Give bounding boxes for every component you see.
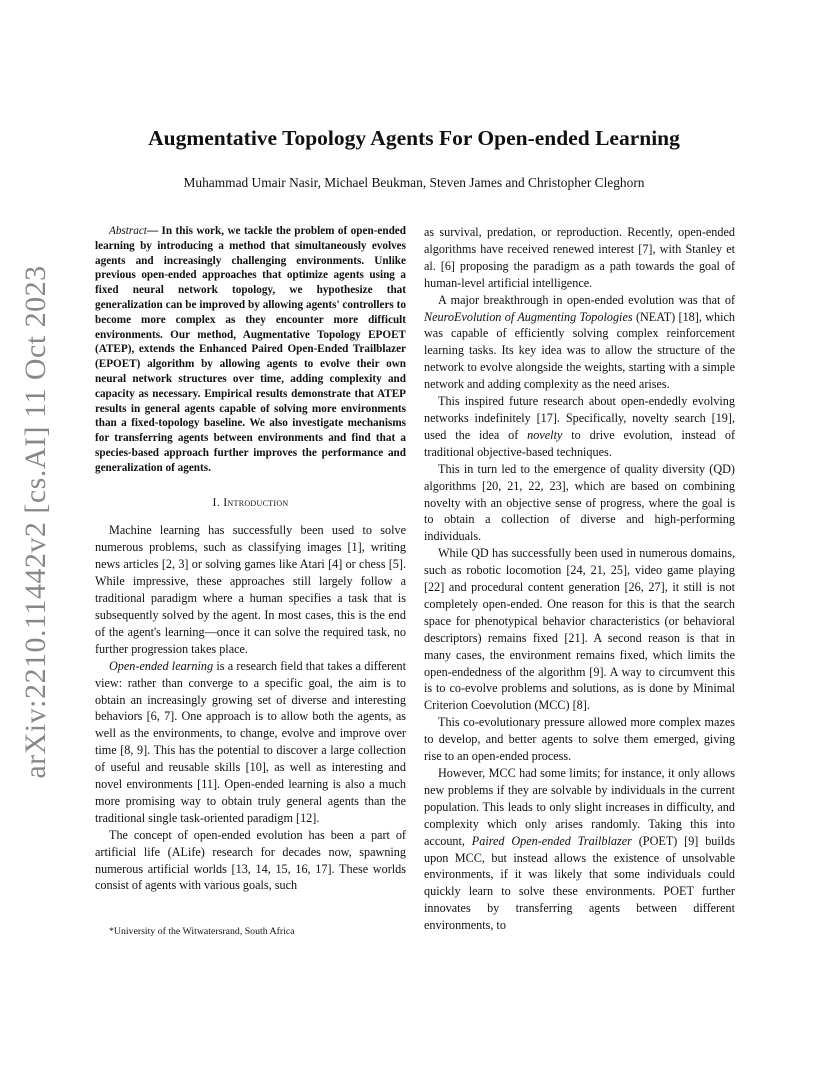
paper-title: Augmentative Topology Agents For Open-ended Learning <box>148 126 680 150</box>
right-paragraph-2 <box>424 292 735 393</box>
arxiv-identifier <box>6 265 66 779</box>
intro-paragraph-1: Machine learning has successfully been used to solve numerous problems, such as classifying images [1], writing news articles [2, 3] or solving games like Atari [4] or chess [5]. While impressive, these approaches still largely follow a traditional paradigm where a human specifies a task that is subsequently solved by the agent. In most cases, this is the end of the agent's learning—once it can solve the required task, no further progression takes place. <box>95 523 406 656</box>
right-paragraph-6: This co-evolutionary pressure allowed more complex mazes to develop, and better agents to solve them emerged, giving rise to an open-ended process. <box>424 715 735 764</box>
right-paragraph-3-a: This inspired future research about open-endedly evolving networks indefinitely [17]. Specifically, novelty search [19], used the idea of <box>424 394 735 442</box>
right-paragraph-4: This in turn led to the emergence of quality diversity (QD) algorithms [20, 21, 22, 23], which are based on combining novelty with an objective sense of progress, where the goal is to obtain a collection of diverse and high-performing individuals. <box>424 461 735 544</box>
section-number: I. <box>212 494 224 509</box>
right-paragraph-3 <box>424 393 735 461</box>
right-paragraph-7 <box>424 765 735 934</box>
intro-paragraph-2-text: is a research field that takes a different view: rather than converge to a specific goal, the aim is to obtain an increasingly growing set of diverse and interesting behaviors [6, 7]. One approach is to allow both the agents, as well as the environments, to change, evolve and improve over time [8, 9]. This has the potential to discover a large collection of useful and reusable skills [10], as well as interesting and novel environments [11]. Open-ended learning is also a much more promising way to obtain truly general agents than the traditional single task-oriented paradigm [12]. <box>95 658 406 825</box>
abstract <box>95 224 406 476</box>
affiliation-footnote: *University of the Witwatersrand, South Africa <box>109 926 295 937</box>
right-paragraph-7-b: (POET) [9] builds upon MCC, but instead allows the existence of unsolvable environments, if it was likely that some individuals could quickly learn to solve these environments. POET further innovates by transferring agents between different environments, to <box>424 833 735 933</box>
intro-paragraph-2-emphasis: Open-ended learning <box>109 658 214 673</box>
right-paragraph-5: While QD has successfully been used in numerous domains, such as robotic locomotion [24, 21, 25], video game playing [22] and procedural content generation [26, 27], it still is not completely open-ended. One reason for this is that the search space for phenotypical behavior characteristics (or behavioral descriptors) remains fixed [21]. A second reason is that in many cases, the environment remains fixed, which limits the open-endedness of the algorithm [9]. A way to circumvent this is to co-evolve problems and solutions, as is done by Minimal Criterion Coevolution (MCC) [8]. <box>424 546 735 713</box>
right-paragraph-2-b: (NEAT) [18], which was capable of efficiently solving complex reinforcement learning tasks. Its key idea was to allow the structure of the network to evolve alongside the weights, starting with a simple network and adding complexity as the need arises. <box>424 309 735 392</box>
section-title: Introduction <box>223 494 289 509</box>
abstract-dash: — <box>146 225 159 237</box>
right-column <box>424 224 735 934</box>
arxiv-identifier-text: arXiv:2210.11442v2 [cs.AI] 11 Oct 2023 <box>19 265 52 779</box>
right-paragraph-2-a: A major breakthrough in open-ended evolution was that of <box>438 292 735 307</box>
right-paragraph-7-a: However, MCC had some limits; for instance, it only allows new problems if they are solvable by individuals in the current population. This leads to only slight increases in difficulty, and complexity which only arises randomly. Taking this into account, <box>424 766 735 848</box>
intro-paragraph-2 <box>95 658 406 827</box>
right-paragraph-3-b: to drive evolution, instead of traditional objective-based techniques. <box>424 427 736 459</box>
right-paragraph-2-emphasis: NeuroEvolution of Augmenting Topologies <box>424 309 633 324</box>
right-paragraph-3-emphasis: novelty <box>527 427 563 442</box>
paper-authors: Muhammad Umair Nasir, Michael Beukman, Steven James and Christopher Cleghorn <box>183 175 645 190</box>
section-heading-introduction <box>95 494 406 511</box>
abstract-text: In this work, we tackle the problem of open-ended learning by introducing a method that simultaneously evolves agents and increasingly challenging environments. Unlike previous open-ended approaches that optimize agents using a fixed neural network topology, we hypothesize that generalization can be improved by allowing agents' controllers to become more complex as they encounter more difficult environments. Our method, Augmentative Topology EPOET (ATEP), extends the Enhanced Paired Open-Ended Trailblazer (EPOET) algorithm by allowing agents to evolve their own neural network structures over time, adding complexity and capacity as necessary. Empirical results demonstrate that ATEP results in general agents capable of solving more environments than a fixed-topology baseline. We also investigate mechanisms for transferring agents between environments and find that a species-based approach further improves the performance and generalization of agents. <box>95 225 406 474</box>
abstract-label: Abstract <box>109 225 147 237</box>
right-paragraph-7-emphasis: Paired Open-ended Trailblazer <box>471 833 632 848</box>
right-paragraph-1: as survival, predation, or reproduction. Recently, open-ended algorithms have received renewed interest [7], with Stanley et al. [6] proposing the paradigm as a path towards the goal of human-level artificial intelligence. <box>424 225 735 290</box>
intro-paragraph-3: The concept of open-ended evolution has been a part of artificial life (ALife) research for decades now, spawning numerous artificial worlds [13, 14, 15, 16, 17]. These worlds consist of agents with various goals, such <box>95 827 406 893</box>
left-column <box>95 224 406 894</box>
